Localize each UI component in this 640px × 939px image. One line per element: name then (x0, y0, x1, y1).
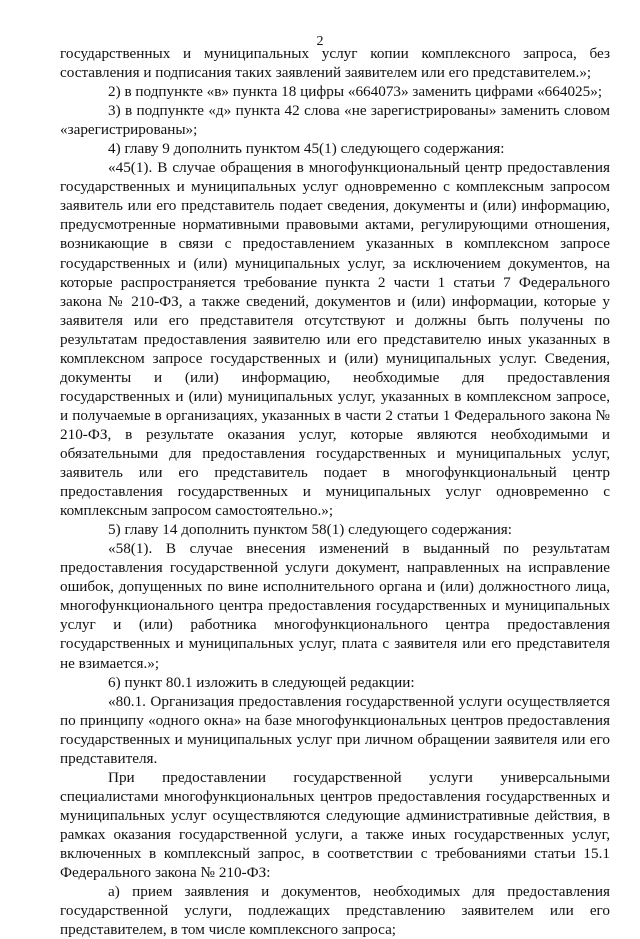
paragraph-item-3: 3) в подпункте «д» пункта 42 слова «не зарегистрированы» заменить словом «зарегистрированы»; (60, 102, 610, 139)
paragraph-clause-58-1: «58(1). В случае внесения изменений в выданный по результатам предоставления государственной услуги документ, направленных на исправление ошибок, допущенных по вине исполнительного органа и (или) должностного лица, многофункционального центра предоставления государственных и муниципальных услуг и (или) работника многофункционального центра предоставления государственных и муниципальных услуг, плата с заявителя или его представителя не взимается.»; (60, 540, 610, 672)
page-number: 2 (316, 34, 324, 49)
document-body (60, 44, 610, 939)
paragraph-item-6: 6) пункт 80.1 изложить в следующей редакции: (108, 673, 415, 691)
paragraph-subitem-a: а) прием заявления и документов, необходимых для предоставления государственной услуги, подлежащих представлению заявителем или его представителем, в том числе комплексного запроса; (60, 883, 610, 939)
paragraph-clause-80-1: «80.1. Организация предоставления государственной услуги осуществляется по принципу «одного окна» на базе многофункциональных центров предоставления государственных и муниципальных услуг при личном обращении заявителя или его представителя. (60, 692, 610, 767)
paragraph-clause-45-1: «45(1). В случае обращения в многофункциональный центр предоставления государственных и муниципальных услуг одновременно с комплексным запросом заявитель или его представитель подает сведения, документы и (или) информацию, предусмотренные нормативными правовыми актами, регулирующими отношения, возникающие в связи с предоставлением указанных в комплексном запросе государственных и (или) муниципальных услуг, за исключением документов, на которые распространяется требование пункта 2 части 1 статьи 7 Федерального закона № 210-ФЗ, а также сведений, документов и (или) информации, которые у заявителя или его представителя отсутствуют и должны быть получены по результатам предоставления заявителю или его представителю иных указанных в комплексном запросе государственных и (или) муниципальных услуг. Сведения, документы и (или) информацию, необходимые для предоставления государственных и (или) муниципальных услуг, указанных в комплексном запросе, и получаемые в организациях, указанных в части 2 статьи 1 Федерального закона № 210-ФЗ, в результате оказания услуг, которые являются необходимыми и обязательными для предоставления государственных и муниципальных услуг, заявитель или его представитель подает в многофункциональный центр предоставления государственных и муниципальных услуг одновременно с комплексным запросом самостоятельно.»; (60, 159, 610, 520)
paragraph-item-2: 2) в подпункте «в» пункта 18 цифры «664073» заменить цифрами «664025»; (108, 83, 603, 101)
paragraph-continuation: государственных и муниципальных услуг копии комплексного запроса, без составления и подписания таких заявлений заявителем или его представителем.»; (60, 45, 610, 82)
paragraph-administrative-actions: При предоставлении государственной услуги универсальными специалистами многофункциональных центров предоставления государственных и муниципальных услуг осуществляются следующие административные действия, в рамках оказания государственной услуги, а также иных государственных услуг, включенных в комплексный запрос, в соответствии с требованиями статьи 15.1 Федерального закона № 210-ФЗ: (60, 768, 610, 882)
paragraph-item-4: 4) главу 9 дополнить пунктом 45(1) следующего содержания: (108, 140, 505, 158)
paragraph-item-5: 5) главу 14 дополнить пунктом 58(1) следующего содержания: (108, 521, 513, 539)
